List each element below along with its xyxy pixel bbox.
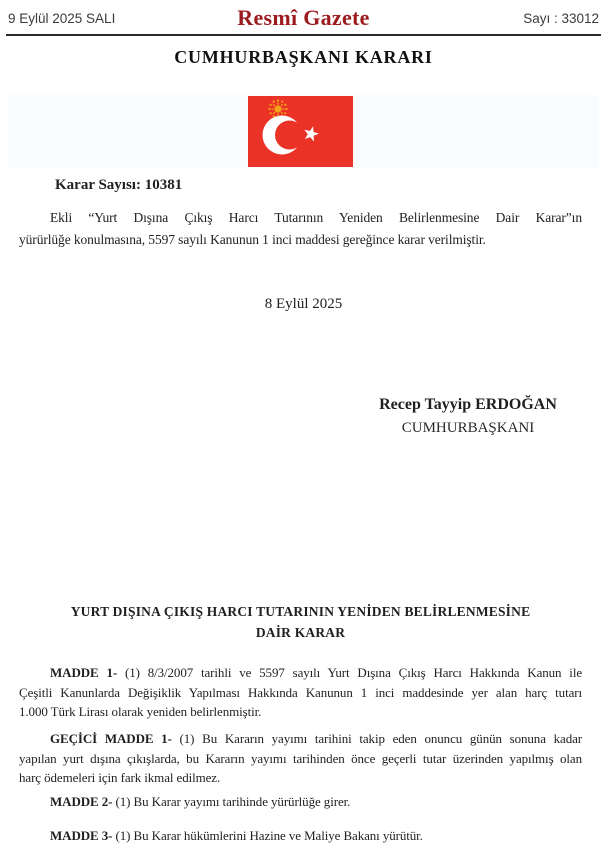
article-label: GEÇİCİ MADDE 1-: [50, 731, 172, 746]
decision-number: Karar Sayısı: 10381: [55, 177, 183, 193]
article-line: GEÇİCİ MADDE 1- (1) Bu Kararın yayımı tarihini takip eden onuncu günün sonuna kadar: [50, 731, 582, 746]
masthead: [0, 0, 607, 34]
article-line: 1.000 Türk Lirası olarak yeniden belirlenmiştir.: [19, 704, 262, 719]
gazette-title: Resmî Gazete: [237, 5, 370, 30]
signature-block: [373, 393, 563, 439]
article-line: MADDE 3- (1) Bu Karar hükümlerini Hazine ve Maliye Bakanı yürütür.: [50, 828, 423, 843]
annex-title-line: DAİR KARAR: [255, 624, 346, 640]
annex-title-line: YURT DIŞINA ÇIKIŞ HARCI TUTARININ YENİDEN BELİRLENMESİNE: [70, 604, 531, 619]
decree-heading: CUMHURBAŞKANI KARARI: [174, 47, 433, 67]
article-line: MADDE 1- (1) 8/3/2007 tarihli ve 5597 sayılı Yurt Dışına Çıkış Harcı Hakkında Kanun ile: [50, 665, 582, 680]
annex-title: [19, 602, 582, 643]
article-madde-2: [19, 792, 582, 812]
flag-banner: [8, 95, 599, 168]
article-label: MADDE 3-: [50, 828, 113, 843]
decree-body-paragraph: [19, 207, 582, 250]
article-line: MADDE 2- (1) Bu Karar yayımı tarihinde yürürlüğe girer.: [50, 794, 351, 809]
gazette-date: 9 Eylül 2025 SALI: [8, 11, 116, 26]
article-line: yapılan yurt dışına çıkışlarda, bu Kararın yayımı tarihinden önce geçerli tutar üzerinden yapılmış olan: [19, 750, 582, 766]
article-label: MADDE 2-: [50, 794, 113, 809]
article-line: harç ödemeleri için fark ikmal edilmez.: [19, 770, 221, 785]
masthead-divider: [6, 34, 601, 36]
decree-body-line: Ekli “Yurt Dışına Çıkış Harcı Tutarının Yeniden Belirlenmesine Dair Karar”ın: [50, 210, 582, 225]
turkish-presidential-flag-image: [248, 96, 353, 167]
article-line: Çeşitli Kanunlarda Değişiklik Yapılması Hakkında Kanunun 1 inci maddesinde yer alan harç tutarı: [19, 684, 582, 700]
signatory-name: Recep Tayyip ERDOĞAN: [379, 396, 557, 413]
decree-body-line: yürürlüğe konulmasına, 5597 sayılı Kanunun 1 inci maddesi gereğince karar verilmiştir.: [19, 231, 486, 247]
article-madde-1: [19, 663, 582, 722]
article-label: MADDE 1-: [50, 665, 118, 680]
gazette-issue-number: Sayı : 33012: [523, 11, 599, 26]
article-gecici-madde-1: [19, 729, 582, 788]
signatory-title: CUMHURBAŞKANI: [401, 420, 535, 436]
article-madde-3: [19, 826, 582, 846]
decree-date: 8 Eylül 2025: [264, 296, 343, 312]
